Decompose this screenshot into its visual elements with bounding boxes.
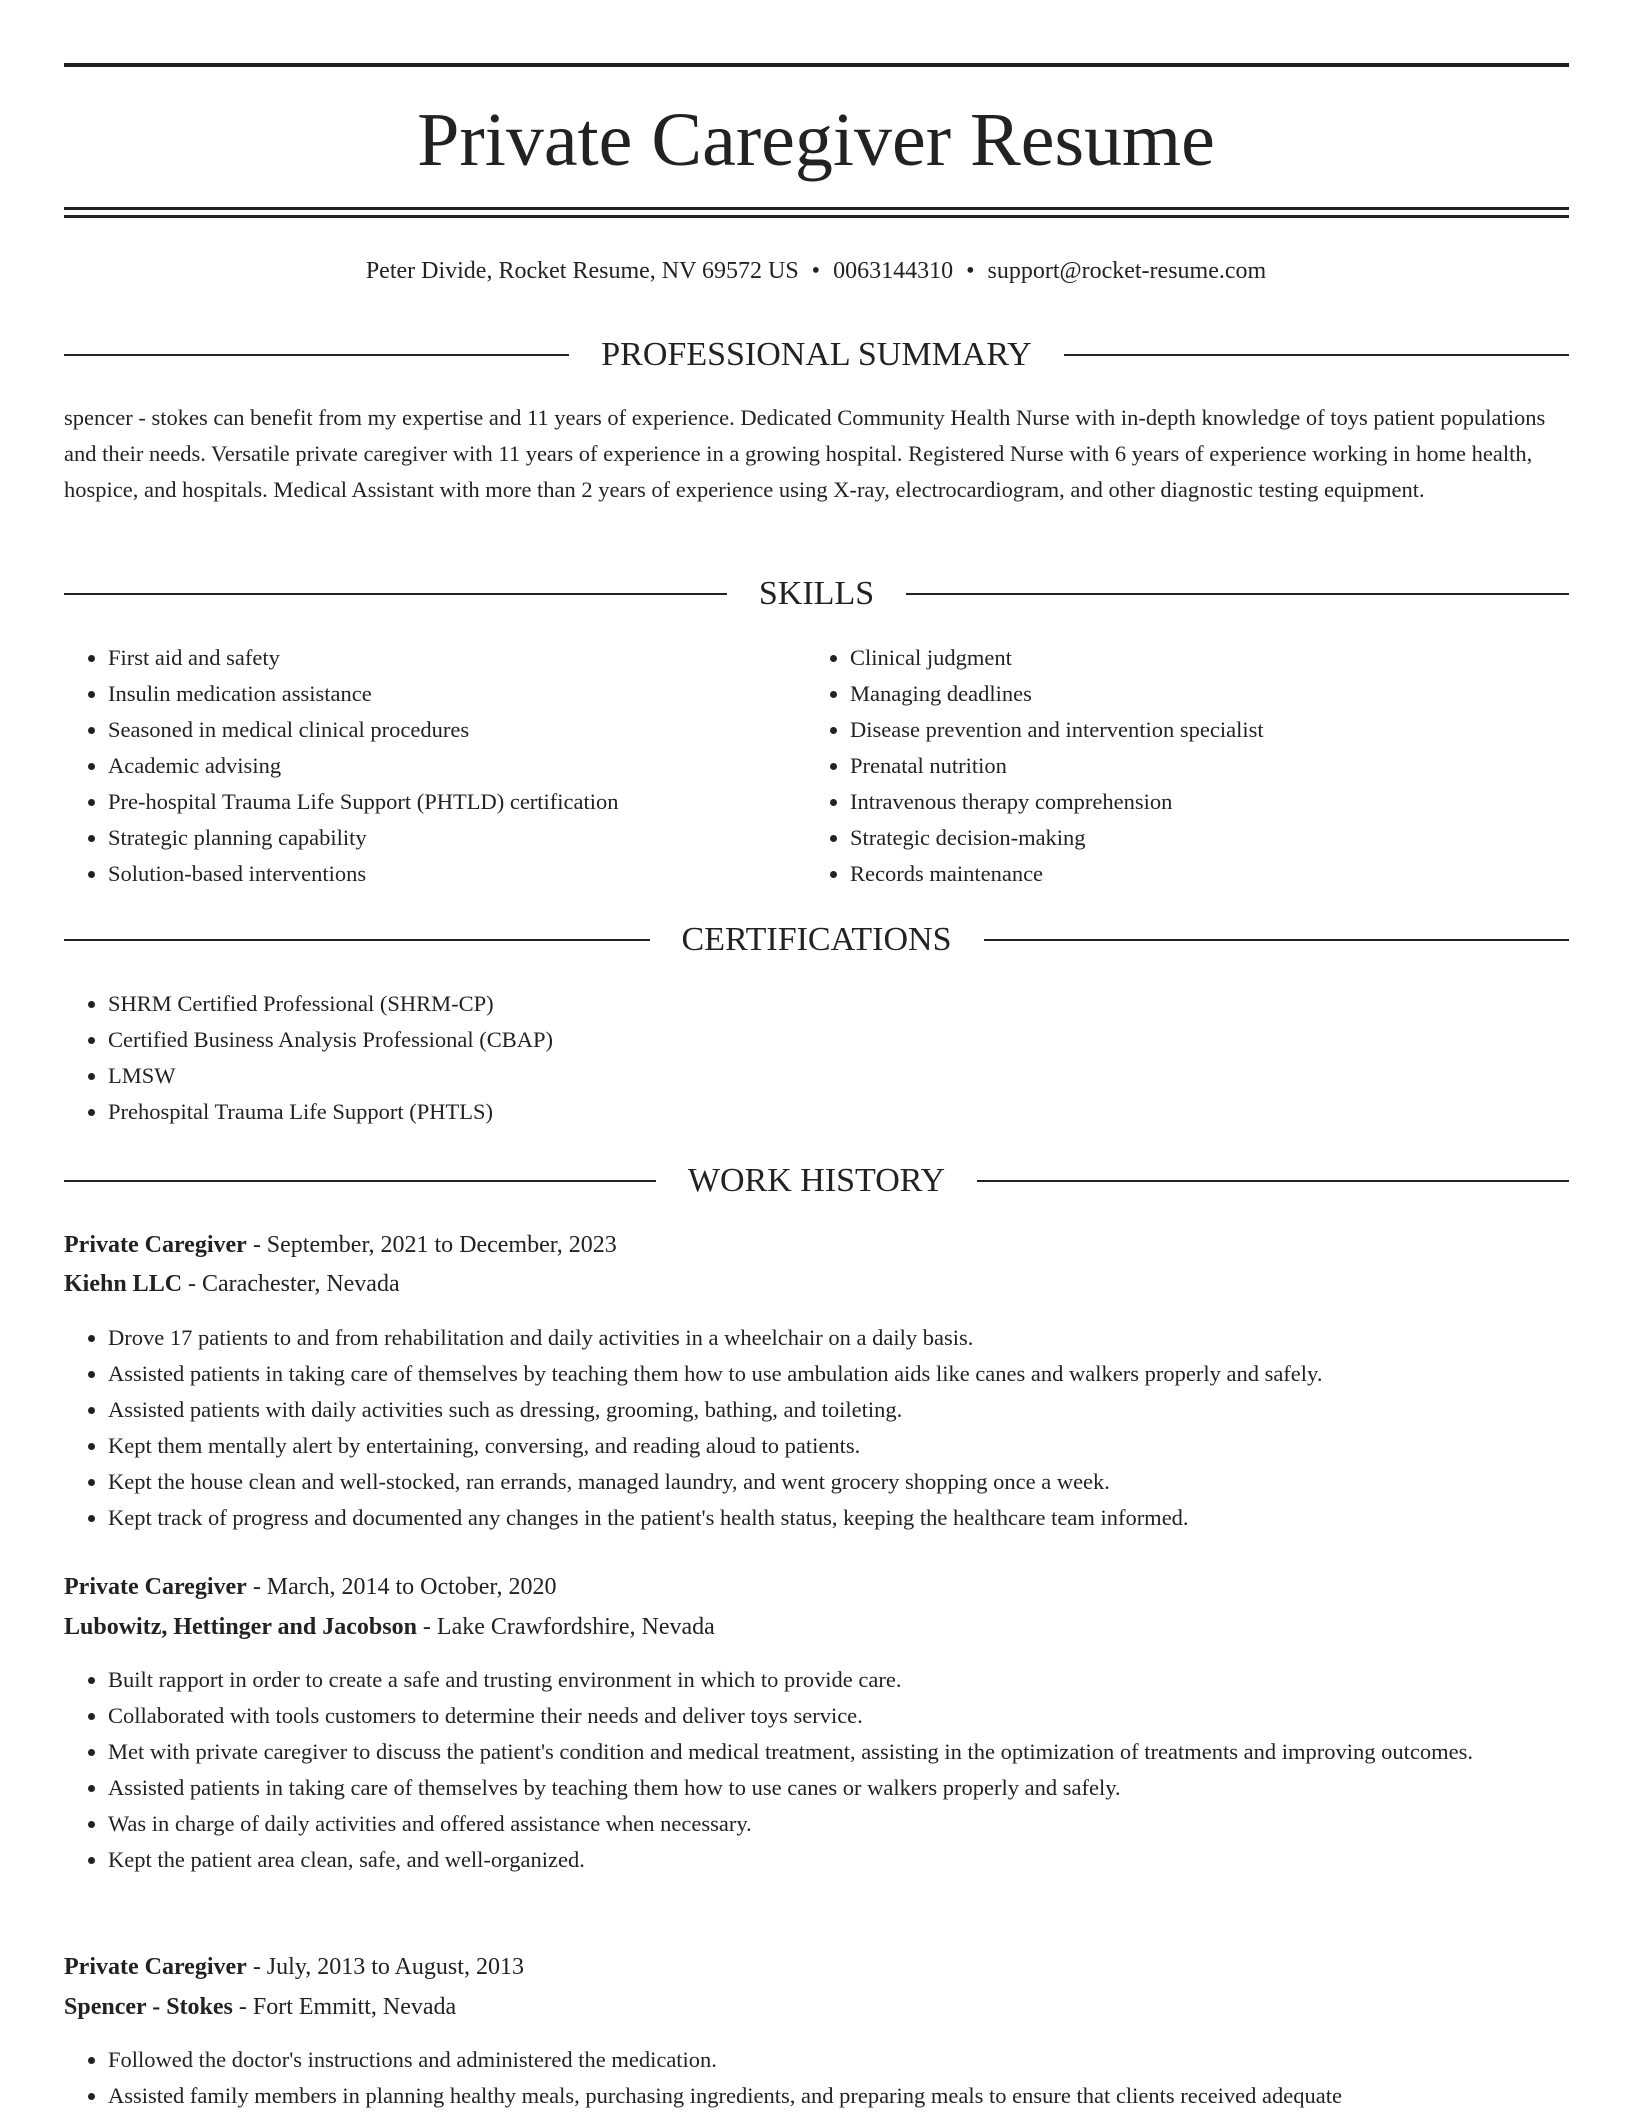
job-company-line <box>64 1990 456 2024</box>
list-item: • First aid and safety <box>108 640 808 676</box>
job-company-line <box>64 1610 715 1644</box>
list-item: • Kept them mentally alert by entertaining, conversing, and reading aloud to patients. <box>108 1428 1608 1464</box>
list-item: • Built rapport in order to create a safe and trusting environment in which to provide care. <box>108 1662 1608 1698</box>
list-item: • Intravenous therapy comprehension <box>850 784 1550 820</box>
list-item: • Kept track of progress and documented any changes in the patient's health status, keeping the healthcare team informed. <box>108 1500 1608 1536</box>
skills-list-left <box>64 640 808 892</box>
job-title-line <box>64 1570 556 1604</box>
list-item: • Prenatal nutrition <box>850 748 1550 784</box>
list-item: • Assisted patients with daily activities such as dressing, grooming, bathing, and toileting. <box>108 1392 1608 1428</box>
list-item: • Was in charge of daily activities and offered assistance when necessary. <box>108 1806 1608 1842</box>
job-dates: - September, 2021 to December, 2023 <box>246 1232 617 1258</box>
list-item: • Assisted patients in taking care of themselves by teaching them how to use ambulation aids like canes and walkers properly and safely. <box>108 1356 1608 1392</box>
job-company-line <box>64 1267 400 1301</box>
list-item: • Met with private caregiver to discuss the patient's condition and medical treatment, assisting in the optimization of treatments and improving outcomes. <box>108 1734 1608 1770</box>
job-location: - Fort Emmitt, Nevada <box>232 1994 457 2020</box>
job-company: Lubowitz, Hettinger and Jacobson <box>64 1614 417 1640</box>
contact-line <box>0 254 1632 288</box>
list-item: • Followed the doctor's instructions and administered the medication. <box>108 2042 1608 2078</box>
list-item: • Clinical judgment <box>850 640 1550 676</box>
section-header-work-history <box>64 1161 1569 1201</box>
job-bullets <box>64 1662 1608 1878</box>
contact-separator: • <box>811 258 821 284</box>
job-title-line <box>64 1228 617 1262</box>
job-bullets <box>64 2042 1608 2114</box>
list-item: • Strategic decision-making <box>850 820 1550 856</box>
job-role: Private Caregiver <box>64 1954 247 1980</box>
list-item: • Kept the patient area clean, safe, and well-organized. <box>108 1842 1608 1878</box>
job-dates: - July, 2013 to August, 2013 <box>246 1954 524 1980</box>
list-item: • Seasoned in medical clinical procedures <box>108 712 808 748</box>
contact-address: Peter Divide, Rocket Resume, NV 69572 US <box>365 258 799 284</box>
list-item: • Certified Business Analysis Professional (CBAP) <box>108 1022 1508 1058</box>
certifications-list <box>64 986 1508 1130</box>
skills-list-right <box>806 640 1550 892</box>
list-item: • Academic advising <box>108 748 808 784</box>
contact-email: support@rocket-resume.com <box>987 258 1267 284</box>
list-item: • Collaborated with tools customers to determine their needs and deliver toys service. <box>108 1698 1608 1734</box>
job-company: Kiehn LLC <box>64 1271 183 1297</box>
list-item: • Prehospital Trauma Life Support (PHTLS) <box>108 1094 1508 1130</box>
list-item: • Pre-hospital Trauma Life Support (PHTLD) certification <box>108 784 808 820</box>
job-dates: - March, 2014 to October, 2020 <box>246 1574 557 1600</box>
list-item: • Drove 17 patients to and from rehabilitation and daily activities in a wheelchair on a daily basis. <box>108 1320 1608 1356</box>
title-double-rule-bottom <box>64 215 1569 218</box>
section-header-summary <box>64 335 1569 375</box>
list-item: • Solution-based interventions <box>108 856 808 892</box>
list-item: • Assisted patients in taking care of themselves by teaching them how to use canes or walkers properly and safely. <box>108 1770 1608 1806</box>
list-item: • SHRM Certified Professional (SHRM-CP) <box>108 986 1508 1022</box>
contact-phone: 0063144310 <box>833 258 954 284</box>
section-title-work-history: WORK HISTORY <box>687 1162 946 1199</box>
job-role: Private Caregiver <box>64 1574 247 1600</box>
job-bullets <box>64 1320 1608 1536</box>
top-rule <box>64 63 1569 67</box>
job-role: Private Caregiver <box>64 1232 247 1258</box>
list-item: • Strategic planning capability <box>108 820 808 856</box>
list-item: • Records maintenance <box>850 856 1550 892</box>
list-item: • Insulin medication assistance <box>108 676 808 712</box>
page-title: Private Caregiver Resume <box>417 98 1215 182</box>
job-title-line <box>64 1950 524 1984</box>
list-item: • Kept the house clean and well-stocked, ran errands, managed laundry, and went grocery shopping once a week. <box>108 1464 1608 1500</box>
list-item: • Assisted family members in planning healthy meals, purchasing ingredients, and preparing meals to ensure that clients received adequate <box>108 2078 1608 2114</box>
list-item: • LMSW <box>108 1058 1508 1094</box>
contact-separator: • <box>966 258 975 284</box>
section-title-summary: PROFESSIONAL SUMMARY <box>601 336 1032 373</box>
list-item: • Disease prevention and intervention specialist <box>850 712 1550 748</box>
section-title-certifications: CERTIFICATIONS <box>681 921 952 958</box>
list-item: • Managing deadlines <box>850 676 1550 712</box>
job-location: - Lake Crawfordshire, Nevada <box>416 1614 715 1640</box>
section-header-skills <box>64 574 1569 614</box>
job-company: Spencer - Stokes <box>64 1994 233 2020</box>
section-title-skills: SKILLS <box>758 575 875 612</box>
title-double-rule-top <box>64 207 1569 210</box>
job-location: - Carachester, Nevada <box>182 1271 400 1297</box>
summary-text: spencer - stokes can benefit from my expertise and 11 years of experience. Dedicated Community Health Nurse with in-depth knowledge of toys patient populations and their needs. Versatile private caregiver with 11 years of experience in a growing hospital. Registered Nurse with 6 years of experience working in home health, hospice, and hospitals. Medical Assistant with more than 2 years of experience using X-ray, electrocardiogram, and other diagnostic testing equipment. <box>64 405 1546 502</box>
section-header-certifications <box>64 920 1569 960</box>
